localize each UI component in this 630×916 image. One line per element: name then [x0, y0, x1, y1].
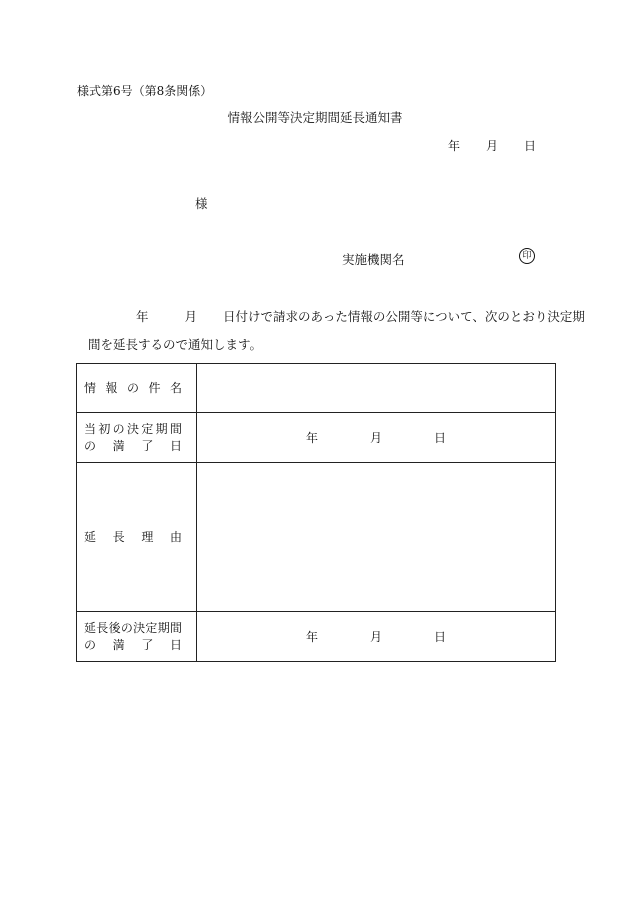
- initial-day: 日: [434, 431, 447, 445]
- body-text-line1: [136, 307, 585, 325]
- table-row: [77, 413, 556, 463]
- issue-date-day: 日: [524, 139, 537, 153]
- issue-date: [448, 137, 536, 154]
- label-extended-deadline: 延長後の決定期間 の満了日: [77, 612, 197, 662]
- initial-year: 年: [305, 431, 318, 445]
- form-number: 様式第6号（第8条関係）: [77, 84, 213, 98]
- notice-table: [76, 363, 556, 662]
- seal-mark: 印: [519, 248, 535, 264]
- table-row: [77, 364, 556, 413]
- value-extended-deadline: [197, 612, 556, 662]
- table-row: [77, 612, 556, 662]
- body-month: 月: [184, 309, 198, 324]
- extended-month: 月: [369, 630, 382, 644]
- issuer-label: 実施機関名: [342, 252, 405, 267]
- addressee-honorific: 様: [195, 196, 208, 211]
- value-extension-reason: [197, 463, 556, 612]
- table-row: [77, 463, 556, 612]
- extended-year: 年: [305, 630, 318, 644]
- initial-month: 月: [369, 431, 382, 445]
- body-year: 年: [136, 309, 149, 324]
- issue-date-month: 月: [486, 139, 499, 153]
- body-text1: 日付けで請求のあった情報の公開等について、次のとおり決定期: [223, 309, 585, 324]
- label-initial-deadline: 当初の決定期間 の満了日: [77, 413, 197, 463]
- extended-day: 日: [434, 630, 447, 644]
- label-extension-reason: 延長理由: [77, 463, 197, 612]
- body-text-line2: 間を延長するので通知します。: [88, 337, 263, 352]
- value-subject: [197, 364, 556, 413]
- document-title: 情報公開等決定期間延長通知書: [227, 110, 403, 125]
- label-subject: 情報の件名: [77, 364, 197, 413]
- value-initial-deadline: [197, 413, 556, 463]
- issue-date-year: 年: [448, 139, 461, 153]
